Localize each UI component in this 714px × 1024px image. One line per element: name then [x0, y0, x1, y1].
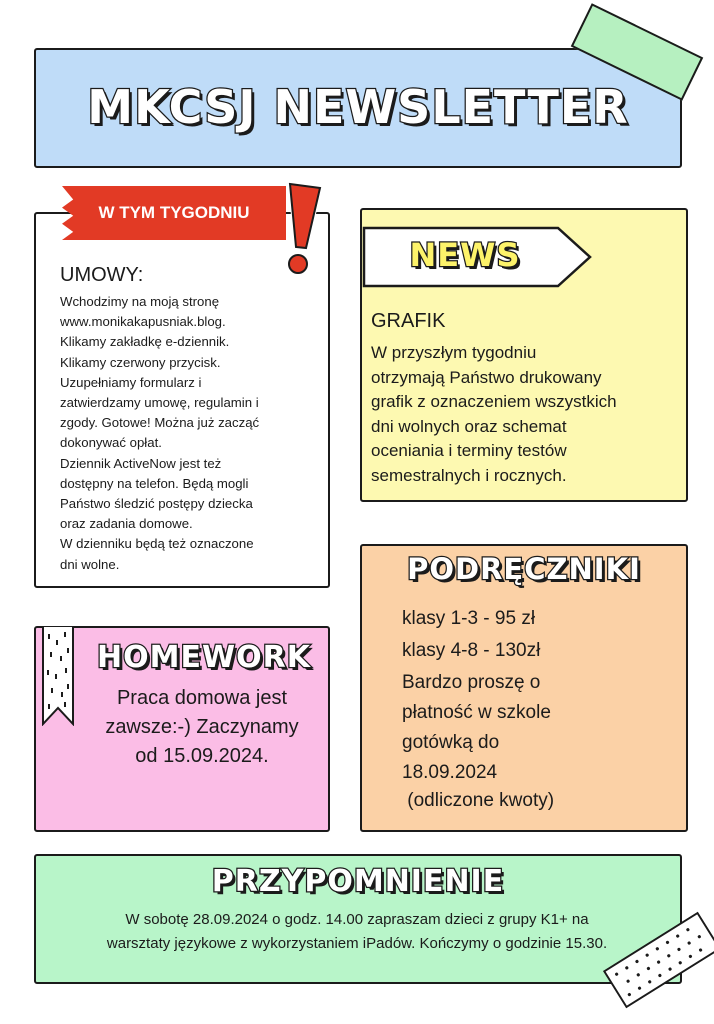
ribbon-bookmark-decoration [42, 626, 74, 726]
podreczniki-line: gotówką do [402, 732, 500, 753]
umowy-line: Państwo śledzić postępy dziecka [60, 496, 253, 512]
przypomnienie-line: W sobotę 28.09.2024 o godz. 14.00 zapraszam dzieci z grupy K1+ na [125, 911, 589, 928]
przypomnienie-heading: PRZYPOMNIENIE [211, 864, 505, 899]
umowy-line: dostępny na telefon. Będą mogli [60, 475, 249, 491]
podreczniki-line: 18.09.2024 [402, 762, 498, 783]
grafik-line: grafik z oznaczeniem wszystkich [371, 392, 617, 411]
news-heading: NEWS [409, 236, 521, 274]
umowy-body [60, 292, 322, 575]
homework-heading: HOMEWORK [97, 640, 311, 675]
grafik-line: otrzymają Państwo drukowany [371, 367, 602, 387]
header-panel [34, 48, 682, 168]
umowy-line: zatwierdzamy umowę, regulamin i [60, 395, 259, 411]
podreczniki-line: klasy 1-3 - 95 zł [402, 608, 536, 629]
grafik-line: semestralnych i rocznych. [371, 465, 567, 485]
homework-line: zawsze:-) Zaczynamy [105, 716, 299, 738]
podreczniki-line: Bardzo proszę o [402, 672, 541, 693]
grafik-heading: GRAFIK [371, 310, 446, 332]
homework-line: Praca domowa jest [116, 687, 288, 709]
umowy-line: zgody. Gotowe! Można już zacząć [60, 415, 260, 431]
umowy-line: W dzienniku będą też oznaczone [60, 536, 254, 552]
umowy-line: Uzupełniamy formularz i [60, 374, 202, 390]
umowy-line: Dziennik ActiveNow jest też [60, 455, 222, 471]
homework-body [80, 684, 324, 771]
umowy-heading: UMOWY: [60, 264, 144, 286]
podreczniki-line: klasy 4-8 - 130zł [402, 640, 541, 661]
umowy-line: Klikamy czerwony przycisk. [60, 354, 221, 370]
umowy-line: www.monikakapusniak.blog. [60, 314, 226, 330]
exclamation-icon [268, 178, 328, 278]
grafik-line: W przyszłym tygodniu [371, 343, 537, 362]
homework-line: od 15.09.2024. [135, 745, 269, 767]
umowy-line: dokonywać opłat. [60, 435, 162, 451]
przypomnienie-body [50, 908, 664, 956]
umowy-line: dni wolne. [60, 556, 120, 572]
umowy-line: Klikamy zakładkę e-dziennik. [60, 334, 230, 350]
this-week-banner-label: W TYM TYGODNIU [98, 203, 250, 222]
umowy-line: oraz zadania domowe. [60, 516, 193, 532]
grafik-line: dni wolnych oraz schemat [371, 416, 567, 436]
umowy-line: Wchodzimy na moją stronę [60, 294, 220, 309]
podreczniki-heading: PODRĘCZNIKI [407, 552, 641, 586]
przypomnienie-line: warsztaty językowe z wykorzystaniem iPadów. Kończymy o godzinie 15.30. [106, 935, 608, 952]
newsletter-title: MKCSJ NEWSLETTER [87, 80, 629, 134]
grafik-body [371, 341, 681, 488]
podreczniki-line: płatność w szkole [402, 702, 551, 723]
grafik-line: oceniania i terminy testów [371, 441, 567, 460]
podreczniki-line: (odliczone kwoty) [402, 790, 555, 811]
